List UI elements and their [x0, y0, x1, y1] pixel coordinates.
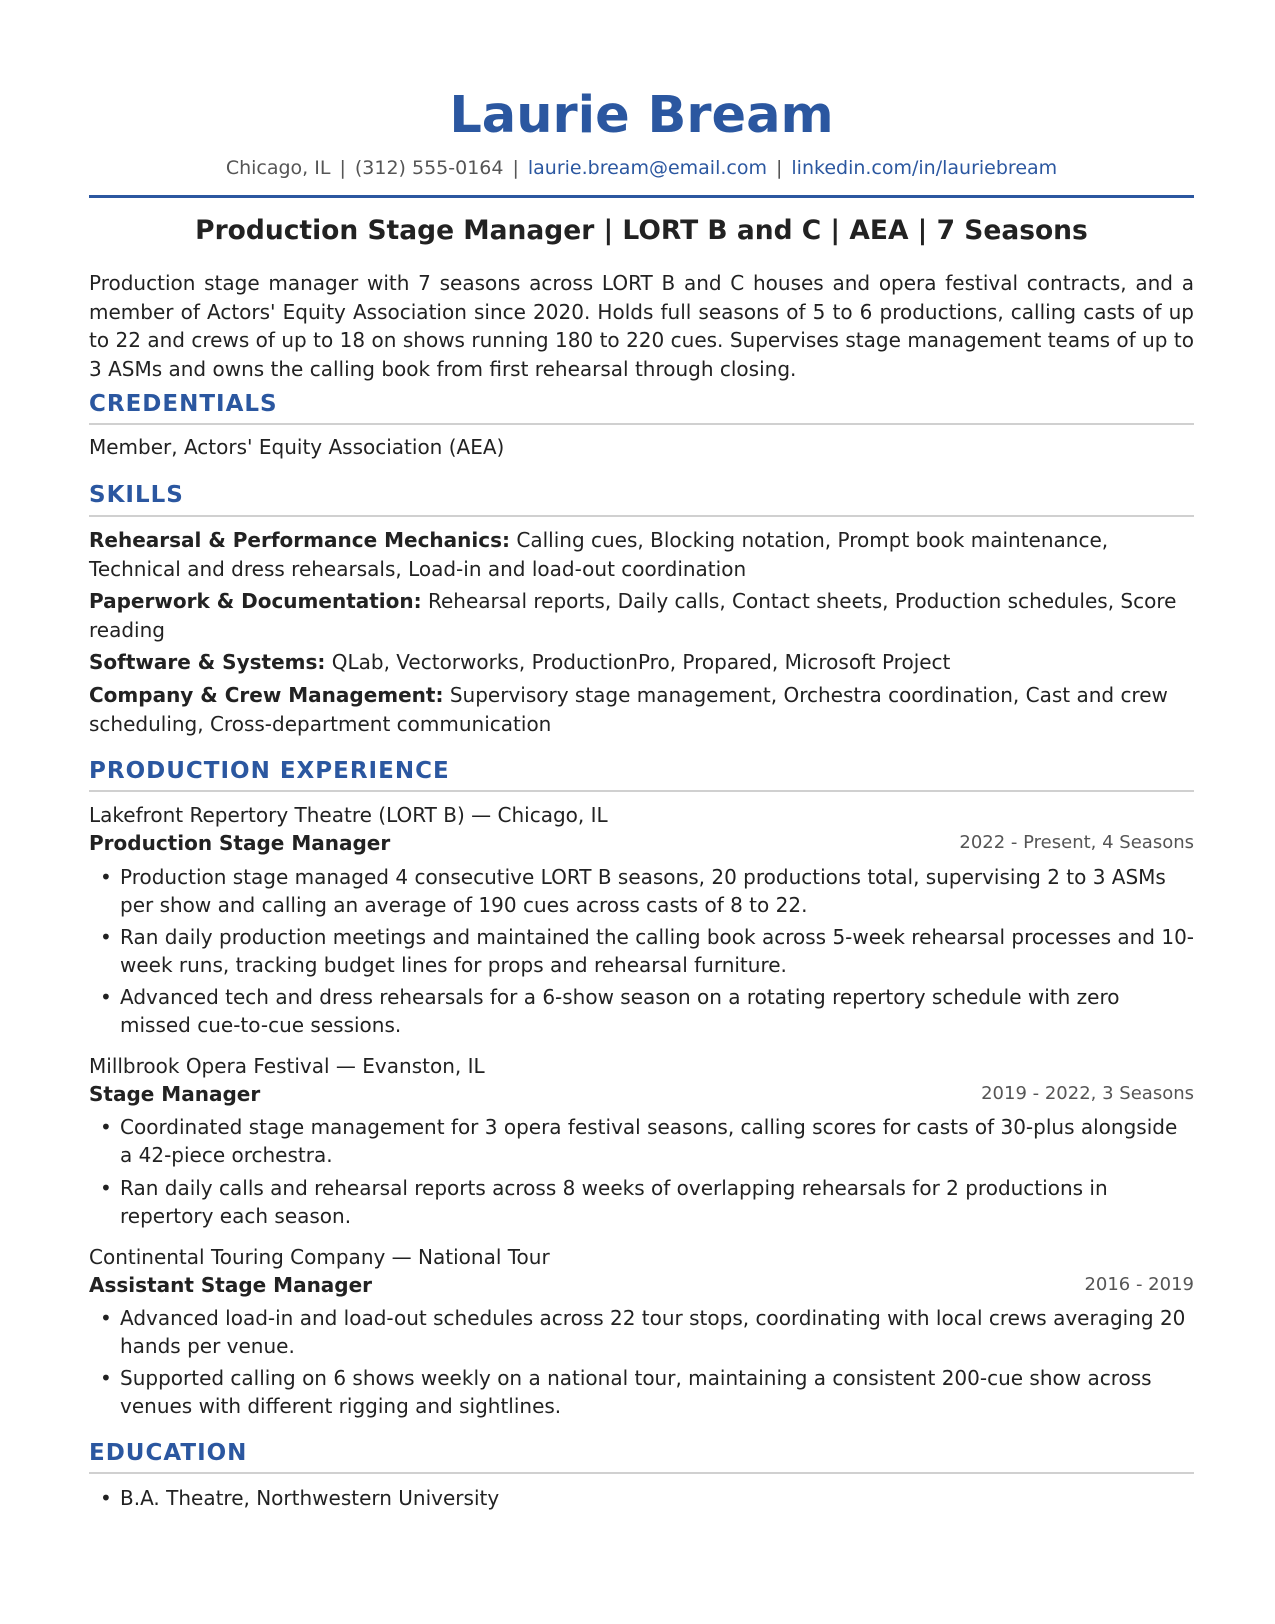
bullet-text: Ran daily production meetings and maintained the calling book across 5-week rehearsal processes and 10-week runs, tracking budget lines for props and rehearsal furniture. [120, 925, 1195, 977]
skill-label: Software & Systems: [89, 650, 326, 674]
bullet-dot: • [100, 1486, 112, 1510]
email-link[interactable]: laurie.bream@email.com [527, 157, 767, 179]
bullet-dot: • [100, 1306, 112, 1330]
section-title-credentials: CREDENTIALS [89, 391, 278, 417]
education-text: B.A. Theatre, Northwestern University [120, 1486, 500, 1510]
job-dates: 2022 - Present, 4 Seasons [959, 832, 1194, 853]
bullet-dot: • [100, 1176, 112, 1200]
skill-value: Calling cues, Blocking notation, Prompt book maintenance, Technical and dress rehearsals, Load-in and load-out coordination [89, 528, 1109, 581]
credential-item: Member, Actors' Equity Association (AEA) [89, 435, 505, 459]
section-divider [89, 1472, 1194, 1474]
job-organization: Continental Touring Company — National Tour [89, 1245, 550, 1269]
skill-group [89, 681, 1194, 738]
bullet-text: Advanced load-in and load-out schedules across 22 tour stops, coordinating with local crews averaging 20 hands per venue. [120, 1306, 1186, 1358]
section-divider [89, 515, 1194, 517]
bullet-dot: • [100, 925, 112, 949]
section-title-skills: SKILLS [89, 482, 184, 508]
job-bullet [89, 983, 1194, 1039]
candidate-name: Laurie Bream [449, 86, 834, 145]
education-item [89, 1484, 1194, 1512]
bullet-dot: • [100, 1366, 112, 1390]
skill-group [89, 587, 1194, 644]
job-dates: 2019 - 2022, 3 Seasons [981, 1083, 1194, 1104]
linkedin-link[interactable]: linkedin.com/in/lauriebream [791, 157, 1058, 179]
job-role-row [89, 829, 1194, 857]
bullet-dot: • [100, 985, 112, 1009]
bullet-text: Coordinated stage management for 3 opera festival seasons, calling scores for casts of 30-plus alongside a 42-piece orchestra. [120, 1115, 1178, 1167]
skill-label: Rehearsal & Performance Mechanics: [89, 528, 511, 552]
job-bullet [89, 1304, 1194, 1360]
skill-group [89, 526, 1194, 583]
bullet-dot: • [100, 865, 112, 889]
contact-phone: (312) 555-0164 [354, 157, 504, 179]
bullet-dot: • [100, 1115, 112, 1139]
skill-value: Supervisory stage management, Orchestra coordination, Cast and crew scheduling, Cross-department communication [89, 683, 1168, 736]
section-title-experience: PRODUCTION EXPERIENCE [89, 758, 450, 784]
header-divider [89, 195, 1194, 198]
job-role-row [89, 1271, 1194, 1299]
job-title: Assistant Stage Manager [89, 1273, 373, 1297]
skill-value: QLab, Vectorworks, ProductionPro, Propared, Microsoft Project [331, 650, 951, 674]
bullet-text: Advanced tech and dress rehearsals for a 6-show season on a rotating repertory schedule with zero missed cue-to-cue sessions. [120, 985, 1120, 1037]
contact-location: Chicago, IL [225, 157, 331, 179]
skill-value: Rehearsal reports, Daily calls, Contact sheets, Production schedules, Score reading [89, 589, 1177, 642]
section-divider [89, 790, 1194, 792]
job-bullet [89, 863, 1194, 919]
section-divider [89, 423, 1194, 425]
skill-group [89, 648, 1194, 677]
skill-label: Paperwork & Documentation: [89, 589, 422, 613]
bullet-text: Supported calling on 6 shows weekly on a national tour, maintaining a consistent 200-cue show across venues with different rigging and sightlines. [120, 1366, 1152, 1418]
skill-label: Company & Crew Management: [89, 683, 444, 707]
bullet-text: Ran daily calls and rehearsal reports across 8 weeks of overlapping rehearsals for 2 productions in repertory each season. [120, 1176, 1108, 1228]
bullet-text: Production stage managed 4 consecutive LORT B seasons, 20 productions total, supervising 2 to 3 ASMs per show and calling an average of 190 cues across casts of 8 to 22. [120, 865, 1166, 917]
job-title: Stage Manager [89, 1082, 261, 1106]
job-role-row [89, 1080, 1194, 1108]
headline: Production Stage Manager | LORT B and C | AEA | 7 Seasons [195, 215, 1088, 246]
section-title-education: EDUCATION [89, 1440, 248, 1466]
job-bullet [89, 923, 1194, 979]
summary: Production stage manager with 7 seasons across LORT B and C houses and opera festival contracts, and a member of Actors' Equity Association since 2020. Holds full seasons of 5 to 6 productions, calling casts of up to 22 and crews of up to 18 on shows running 180 to 220 cues. Supervises stage management teams of up to 3 ASMs and owns the calling book from first rehearsal through closing. [89, 271, 1194, 381]
job-organization: Millbrook Opera Festival — Evanston, IL [89, 1054, 485, 1078]
contact-separator: | [339, 157, 346, 179]
job-bullet [89, 1113, 1194, 1169]
contact-separator: | [775, 157, 783, 179]
job-organization: Lakefront Repertory Theatre (LORT B) — Chicago, IL [89, 803, 608, 827]
contact-line [89, 156, 1194, 180]
job-dates: 2016 - 2019 [1084, 1274, 1194, 1295]
contact-separator: | [512, 157, 519, 179]
job-bullet [89, 1364, 1194, 1420]
job-title: Production Stage Manager [89, 831, 391, 855]
job-bullet [89, 1174, 1194, 1230]
